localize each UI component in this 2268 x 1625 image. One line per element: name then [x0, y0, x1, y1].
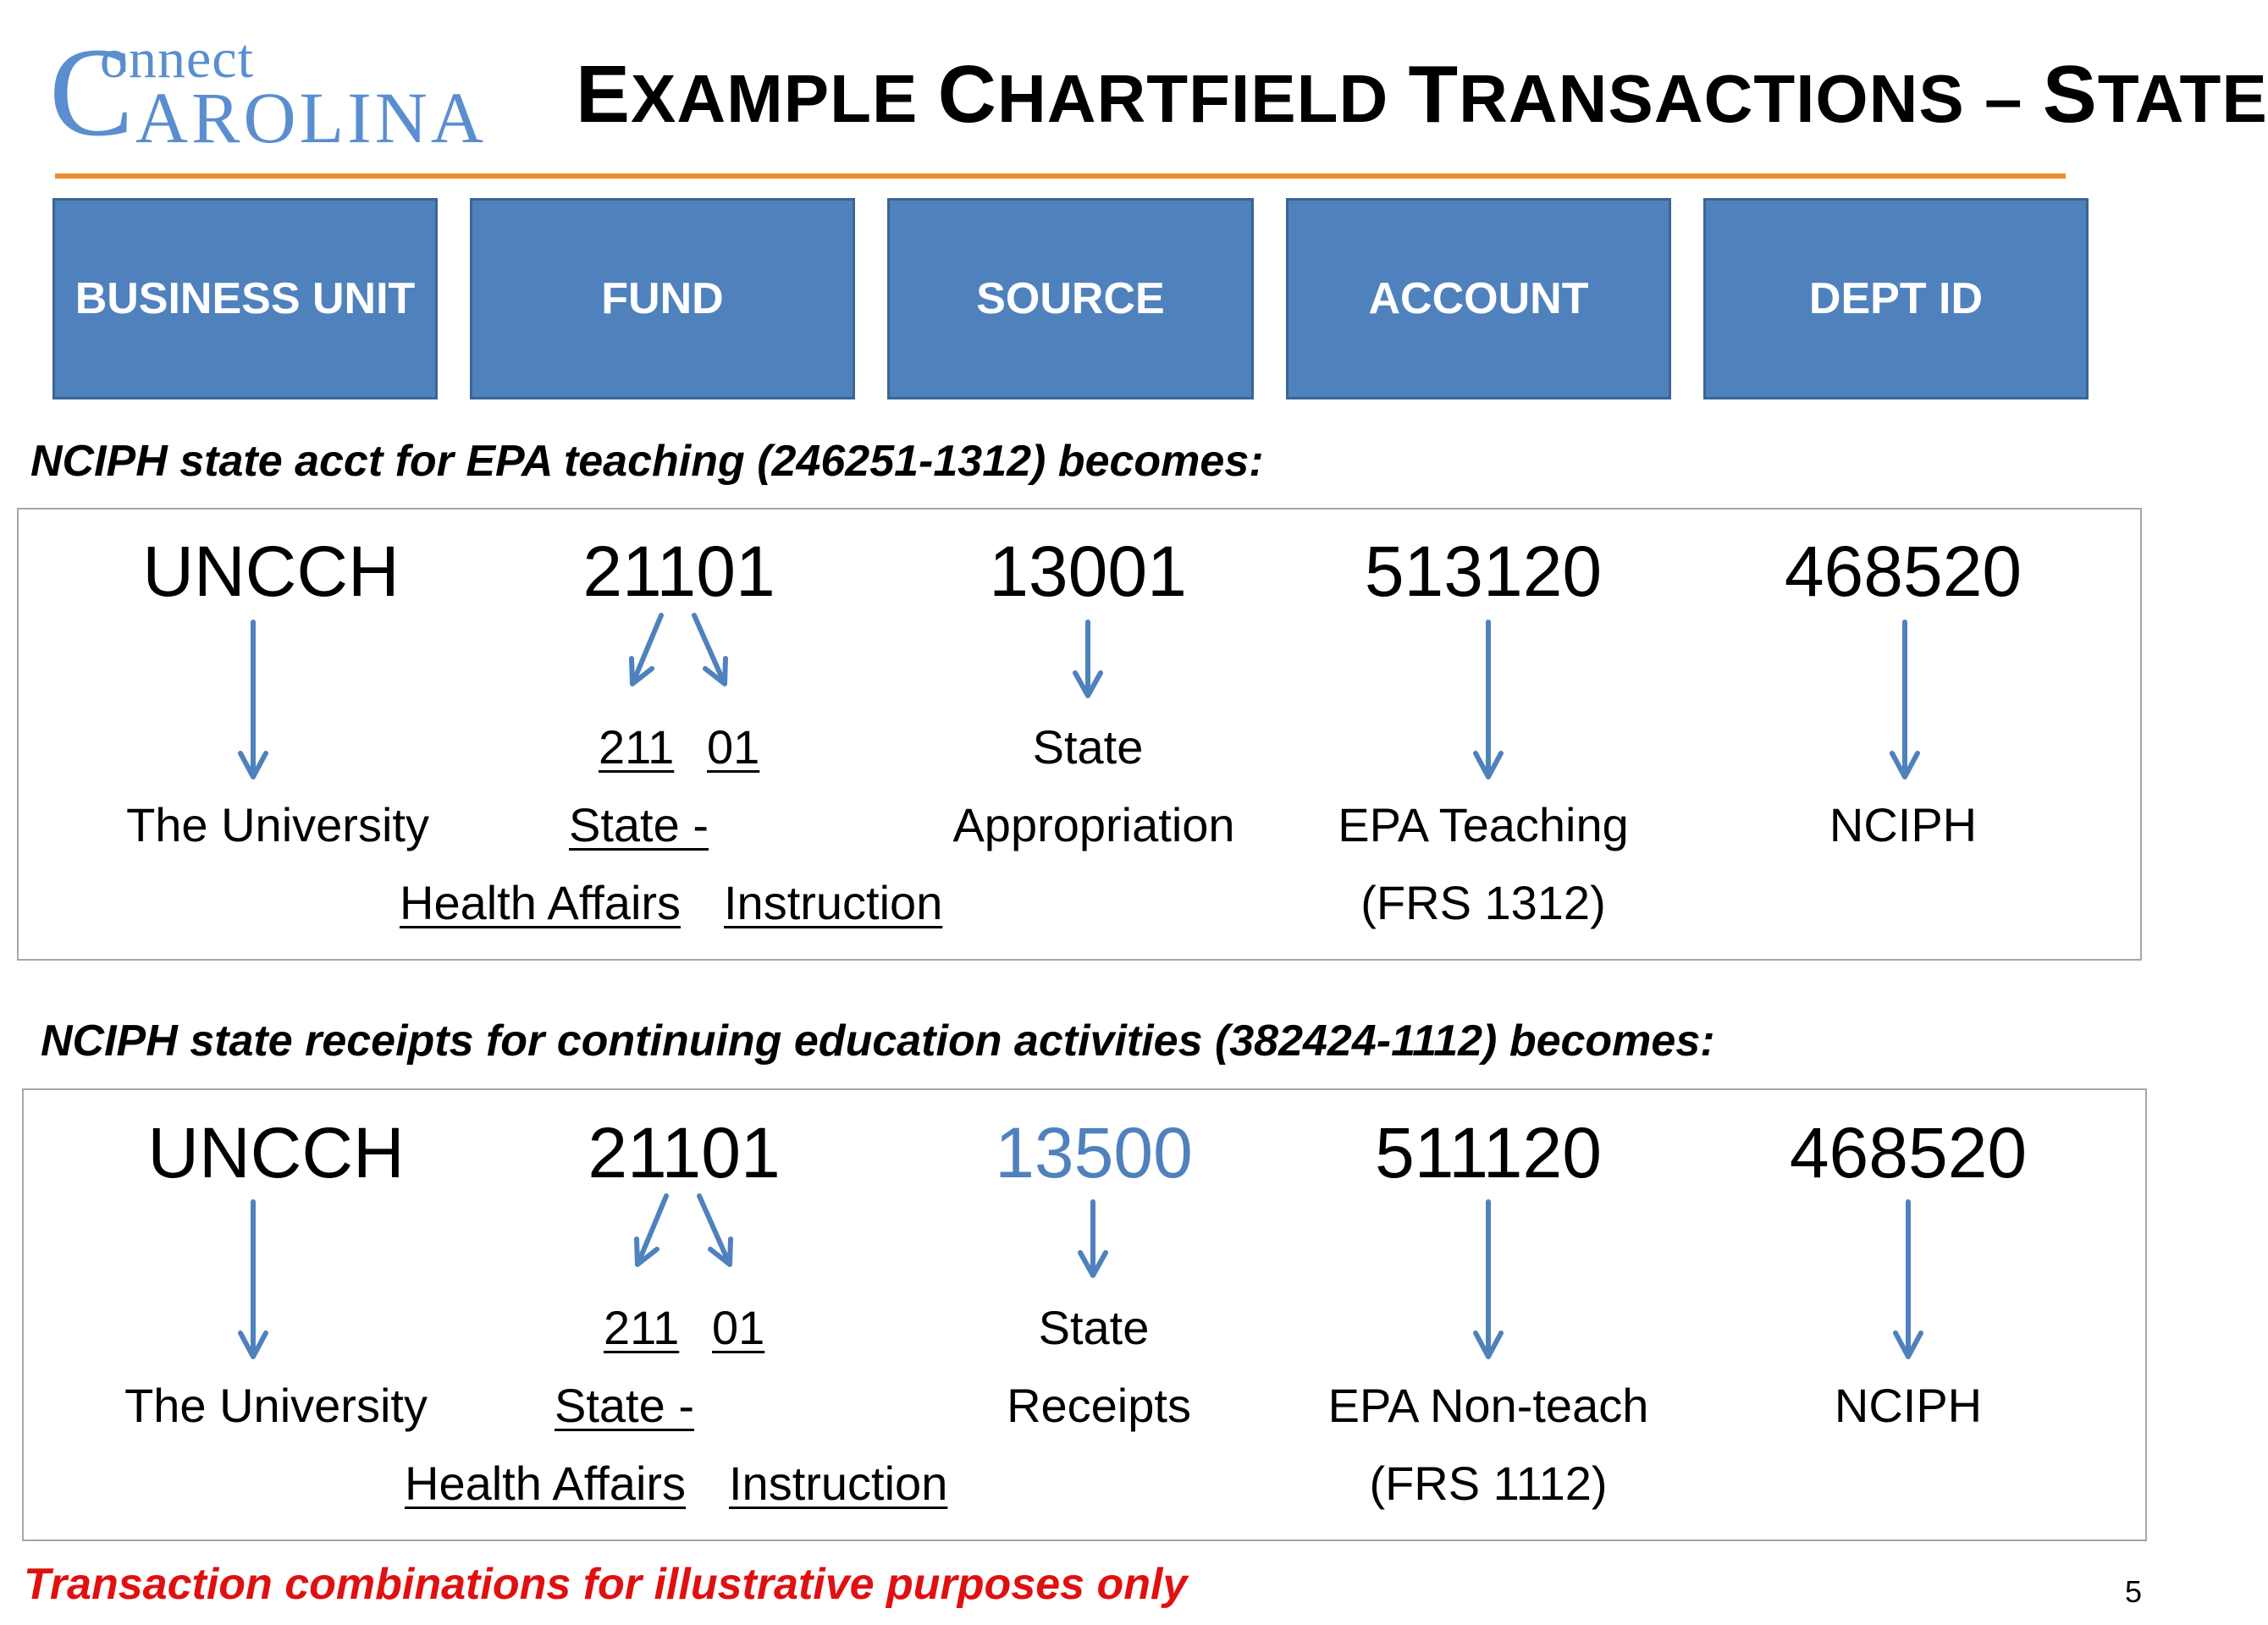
example1-fund-desc-health-affairs: Health Affairs [400, 876, 682, 929]
page-number: 5 [2125, 1574, 2143, 1609]
example1-arrow-fund-left [632, 615, 661, 684]
example2-arrow-account [1476, 1202, 1501, 1357]
header-source: SOURCE [887, 198, 1254, 399]
example2-fund-part-01: 01 [712, 1301, 765, 1354]
example2-fund-part-211: 211 [604, 1301, 680, 1354]
example1-code-business-unit: UNCCH [142, 532, 400, 611]
example2-code-dept-id: 468520 [1789, 1113, 2028, 1193]
example1-account-desc-line1: EPA Teaching [1338, 798, 1629, 851]
example2-fund-desc-state: State - [555, 1379, 694, 1432]
example2-code-account: 511120 [1375, 1113, 1602, 1193]
example1-fund-desc-state: State - [569, 798, 709, 851]
example2-code-fund: 21101 [588, 1113, 781, 1193]
example1-code-fund: 21101 [582, 532, 775, 611]
example2-caption: NCIPH state receipts for continuing education activities (382424-1112) becomes: [41, 1016, 1715, 1066]
example1-arrow-source [1075, 622, 1101, 696]
header-dept-id: DEPT ID [1703, 198, 2089, 399]
example2-business-unit-desc: The University [124, 1379, 428, 1432]
slide-title: EXAMPLE CHARTFIELD TRANSACTIONS – STATE [576, 49, 2268, 140]
example2-arrow-business-unit [240, 1202, 266, 1357]
logo-connect-text: onnect [100, 28, 254, 90]
example2-fund-desc-instruction: Instruction [729, 1457, 948, 1510]
header-account: ACCOUNT [1286, 198, 1671, 399]
example1-source-desc-line2: Appropriation [952, 798, 1235, 851]
example1-arrow-dept-id [1892, 622, 1918, 777]
header-fund: FUND [470, 198, 855, 399]
example2-arrow-fund-right [699, 1196, 731, 1264]
example2-arrow-dept-id [1896, 1202, 1921, 1357]
example2-code-source: 13500 [995, 1113, 1193, 1193]
logo-arolina-text: AROLINA [135, 77, 487, 158]
example2-account-desc-line1: EPA Non-teach [1327, 1379, 1649, 1432]
example1-arrow-business-unit [240, 622, 266, 777]
example1-fund-part-211: 211 [599, 720, 675, 774]
example1-code-account: 513120 [1364, 532, 1603, 611]
example1-fund-part-01: 01 [707, 720, 760, 774]
example2-source-desc-line1: State [1038, 1301, 1150, 1354]
footer-disclaimer: Transaction combinations for illustrative purposes only [24, 1560, 1188, 1609]
example1-dept-desc: NCIPH [1829, 798, 1978, 851]
example2-account-desc-line2: (FRS 1112) [1369, 1457, 1608, 1510]
example2-source-desc-line2: Receipts [1007, 1379, 1191, 1432]
example2-arrow-fund-left [637, 1196, 666, 1264]
example1-fund-desc-instruction: Instruction [724, 876, 943, 929]
example1-account-desc-line2: (FRS 1312) [1360, 876, 1606, 929]
example1-code-source: 13001 [989, 532, 1187, 611]
example1-caption: NCIPH state acct for EPA teaching (246251-1312) becomes: [30, 437, 1264, 486]
example1-code-dept-id: 468520 [1784, 532, 2022, 611]
header-business-unit: BUSINESS UNIT [52, 198, 438, 399]
example1-arrow-account [1476, 622, 1501, 777]
example1-business-unit-desc: The University [126, 798, 429, 851]
example1-arrow-fund-right [694, 615, 726, 684]
example2-fund-desc-health-affairs: Health Affairs [405, 1457, 687, 1510]
example1-source-desc-line1: State [1032, 720, 1144, 774]
logo-letter-c: C [49, 22, 135, 162]
example2-arrow-source [1080, 1202, 1106, 1275]
example2-code-business-unit: UNCCH [147, 1113, 405, 1193]
example2-dept-desc: NCIPH [1834, 1379, 1983, 1432]
